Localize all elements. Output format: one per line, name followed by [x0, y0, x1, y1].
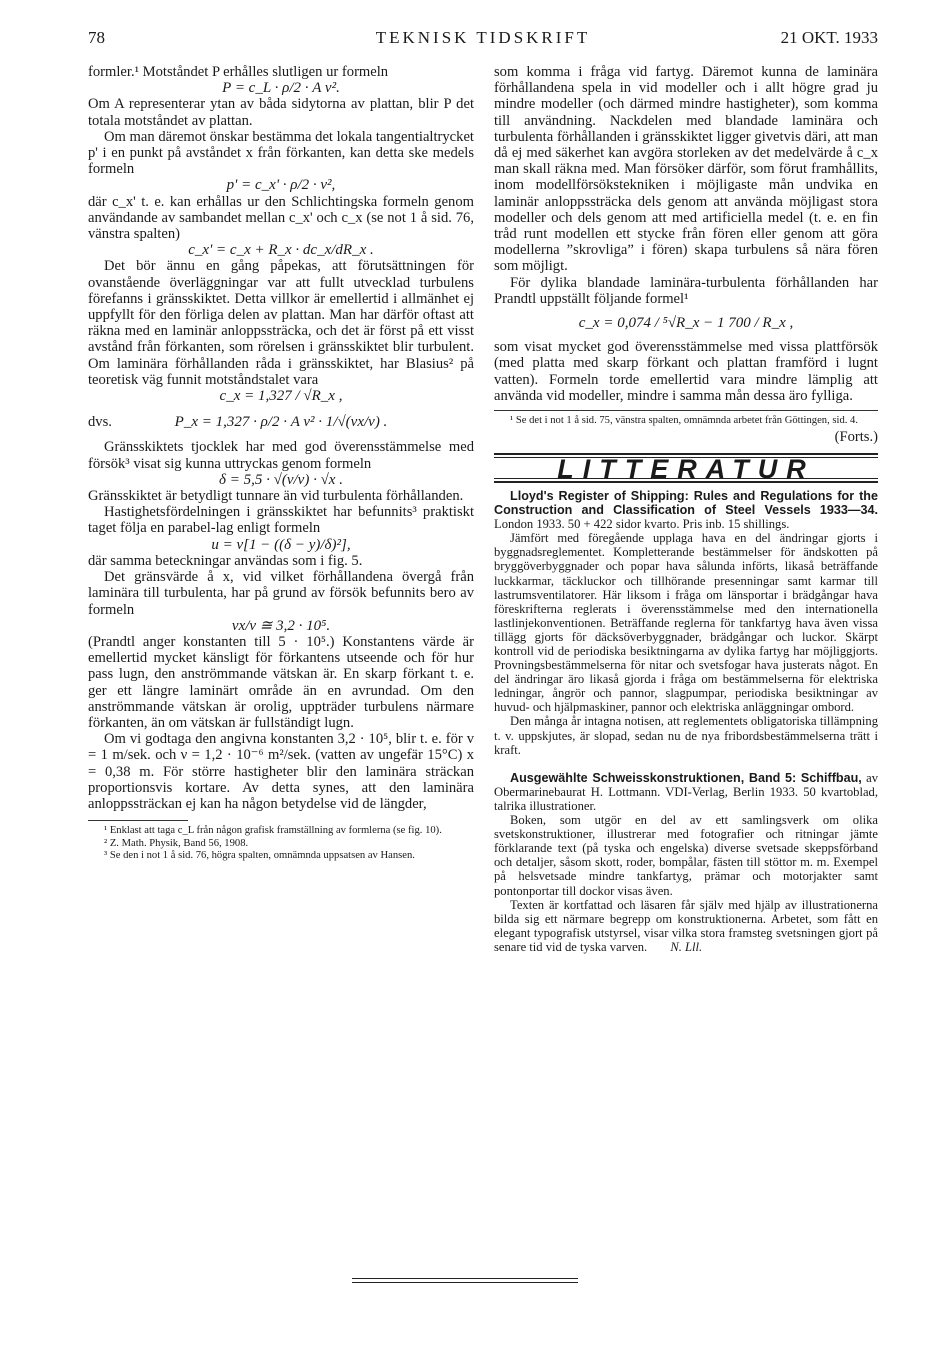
left-column [88, 64, 474, 863]
reviewer-signature: N. Lll. [670, 939, 703, 954]
review-lloyds [494, 489, 878, 757]
paragraph-text: Texten är kortfattad och läsaren får själv med hjälp av illustrationerna bilda sig ett närmare begrepp om konstruktionerna. Arbetet, som fått en elegant typografisk utstyrsel, visar vilka stora framsteg svetsningen gjort på senare tid vid de tyska varven. [494, 897, 878, 954]
issue-date: 21 OKT. 1933 [780, 28, 878, 47]
review-meta: av Obermarinebaurat H. Lottmann. VDI-Verlag, Berlin 1933. 50 kvartoblad, talrika illustrationer. [494, 770, 878, 813]
formula: u = v[1 − ((δ − y)/δ)²], [211, 536, 351, 553]
paragraph: Den många år intagna notisen, att reglementets obligatoriska tillämpning t. v. uppskjutes, är slopad, sedan nu de nya fribordsbestämmelserna trätt i kraft. [494, 714, 878, 757]
journal-title: TEKNISK TIDSKRIFT [375, 28, 591, 47]
review-heading [494, 489, 878, 531]
paragraph: Boken, som utgör en del av ett samlingsverk om olika svetskonstruktioner, illustrerar med fotografier och ritningar jämte förklarande text (på tyska och engelska) diverse svetsade skeppsförband och detaljer, såsom skott, roder, bompålar, fästen till stöttor m. m. Exempel på helsvetsade mindre tankfartyg, prämar och motorjakter samt pontonportar till dockor visas även. [494, 813, 878, 898]
footnote-rule [88, 820, 188, 821]
formula-row [88, 408, 474, 436]
formula: c_x = 1,327 / √R_x , [219, 388, 343, 405]
paragraph: där c_x' t. e. kan erhållas ur den Schlichtingska formeln genom användande av sambandet mellan c_x' och c_x (se not 1 å sid. 76, vänstra spalten) [88, 193, 474, 243]
dvs-label: dvs. [88, 414, 112, 431]
paragraph: Om vi godtaga den angivna konstanten 3,2 · 10⁵, blir t. e. för v = 1 m/sek. och ν = 1,2 · 10⁻⁶ m²/sek. (vatten av ungefär 15°C) x = 0,38 m. För större hastigheter blir den laminära sträckan proportionsvis kortare. Av detta synes, att den laminära anloppssträckan ej kan ha någon betydelse vid de längder, [88, 731, 474, 812]
formula: c_x' = c_x + R_x · dc_x/dR_x . [188, 242, 374, 259]
continued-note: (Forts.) [834, 428, 878, 445]
paragraph: Jämfört med föregående upplaga hava en del ändringar gjorts i byggnadsreglementet. Kompletterande bestämmelser för ändskotten på bryggöverbyggnader och popar hava sålunda införts, likaså beträffande luckkarmar, täckluckor och tillhörande presenningar samt karmar till lastrumsventilatorer. Här liksom i fråga om länsportar i brädgångar hava föreskrifterna reglerats i överensstämmelse med den internationella lastlinjekonventionen. Beträffande reglerna för tankfartyg hava även vissa tillägg gjorts för däcksöverbyggnader, brädgångar och luckor. Skärpt kontroll vid de periodiska besiktningarna av dylika fartyg har möjliggjorts. Provningsbestämmelserna för nitar och svetsfogar hava justerats något. En del ändringar äro likaså gjorda i fråga om bestämmelserna för elektriska ledningar, ångrör och pannor, slagpumpar, periodiska besiktningar av huvud- och hjälpmaskiner, pannor och elektriska anläggningar ombord. [494, 531, 878, 715]
formula: vx/ν ≅ 3,2 · 10⁵. [231, 617, 331, 634]
paragraph [494, 898, 878, 954]
footnote: ² Z. Math. Physik, Band 56, 1908. [104, 837, 249, 849]
formula: p' = c_x' · ρ/2 · v², [226, 177, 336, 194]
right-column [494, 64, 878, 954]
section-heading: LITTERATUR [494, 457, 878, 479]
footnote: ³ Se den i not 1 å sid. 76, högra spalten, omnämnda uppsatsen av Hansen. [104, 850, 415, 862]
formula: P = c_L · ρ/2 · A v². [222, 80, 340, 97]
paragraph: Det bör ännu en gång påpekas, att förutsättningen för ovanstående överläggningar var att fullt utvecklad turbulens förefanns i gränsskiktet. Detta villkor är emellertid i allmänhet ej uppfyllt för den förliga delen av plattan. Man har därför oftast att räkna med en laminär anloppssträcka, och det är först på ett visst avstånd från förkanten, som rörelsen i gränsskiktet blir turbulent. Om laminära förhållanden råda i gränsskiktet, har Blasius² på teoretisk väg funnit motståndstalet vara [88, 258, 474, 388]
paragraph: För dylika blandade laminära-turbulenta förhållanden har Prandtl uppställt följande formel¹ [494, 274, 878, 307]
review-meta: London 1933. 50 + 422 sidor kvarto. Pris inb. 15 shillings. [494, 517, 790, 532]
paragraph: Hastighetsfördelningen i gränsskiktet har befunnits³ praktiskt taget följa en parabel-lag enligt formeln [88, 504, 474, 537]
formula: δ = 5,5 · √(ν/v) · √x . [219, 471, 343, 488]
paragraph: där samma beteckningar användas som i fig. 5. [88, 552, 363, 569]
paragraph: som visat mycket god överensstämmelse med vissa plattförsök (med platta med skarp förkant och plattan framförd i lugnt vatten). Formeln torde emellertid vara mindre lämplig att använda vid modeller, mindre i samma mån dessa äro fylliga. [494, 339, 878, 404]
paragraph: som komma i fråga vid fartyg. Däremot kunna de laminära förhållandena spela in vid modeller och i allt högre grad ju mindre modeller (och därmed mindre hastigheter), som komma till användning. Nackdelen med blandade laminära och turbulenta förhållanden i gränsskiktet ligger givetvis däri, att man då ej med säkerhet kan avgöra storleken av det medelvärde å c_x man skall räkna med. Man försöker därför, som förut framhållits, inom modellförsökstekniken i möjligaste mån undvika en laminär anloppssträcka dels genom att använda möjligast stora modeller och dels genom att med artificiella medel (t. e. en fin tråd runt modellen ett stycke från fören eller genom att göra modellerna ”skrovliga” i fören) skapa turbulens så nära fören som möjligt. [494, 64, 878, 275]
footnote: ¹ Se det i not 1 å sid. 75, vänstra spalten, omnämnda arbetet från Göttingen, sid. 4. [510, 415, 858, 427]
review-title: Ausgewählte Schweisskonstruktionen, Band 5: Schiffbau, [510, 770, 862, 785]
litteratur-banner [494, 453, 878, 483]
review-heading [494, 771, 878, 813]
paragraph: formler.¹ Motståndet P erhålles slutligen ur formeln [88, 64, 389, 80]
footnote: ¹ Enklast att taga c_L från någon grafisk framställning av formlerna (se fig. 10). [104, 825, 442, 837]
page-number: 78 [88, 28, 105, 47]
review-title: Lloyd's Register of Shipping: Rules and Regulations for the Construction and Classification of Steel Vessels 1933—34. [494, 488, 878, 518]
paragraph: Gränsskiktets tjocklek har med god överensstämmelse med försök³ visat sig kunna uttryckas genom formeln [88, 439, 474, 472]
paragraph: Om A representerar ytan av båda sidytorna av plattan, blir P det totala motståndet av plattan. [88, 96, 474, 129]
paragraph: (Prandtl anger konstanten till 5 · 10⁵.) Konstantens värde är emellertid mycket känsligt för förkantens utseende och för hur pass lugn, den anströmmande vätskan är. En skarp förkant t. e. ger ett längre laminärt område än en avrundad. Om den anströmmande vätskan är orolig, uppträder turbulens närmare förkanten, än om vätskan är fullständigt lugn. [88, 633, 474, 731]
paragraph: Om man däremot önskar bestämma det lokala tangentialtrycket p' i en punkt på avståndet x från förkanten, kan detta ske medels formeln [88, 128, 474, 178]
end-rule [352, 1282, 578, 1283]
paragraph: Det gränsvärde å x, vid vilket förhållandena övergå från laminära till turbulenta, har på grund av försök befunnits bero av formeln [88, 569, 474, 618]
running-header [88, 28, 878, 50]
formula: P_x = 1,327 · ρ/2 · A v² · 1/√(vx/ν) . [174, 414, 388, 431]
review-schweiss [494, 771, 878, 954]
footnote-rule [494, 410, 878, 411]
formula: c_x = 0,074 / ⁵√R_x − 1 700 / R_x , [578, 315, 794, 332]
paragraph: Gränsskiktet är betydligt tunnare än vid turbulenta förhållanden. [88, 488, 464, 505]
end-rule [352, 1278, 578, 1279]
